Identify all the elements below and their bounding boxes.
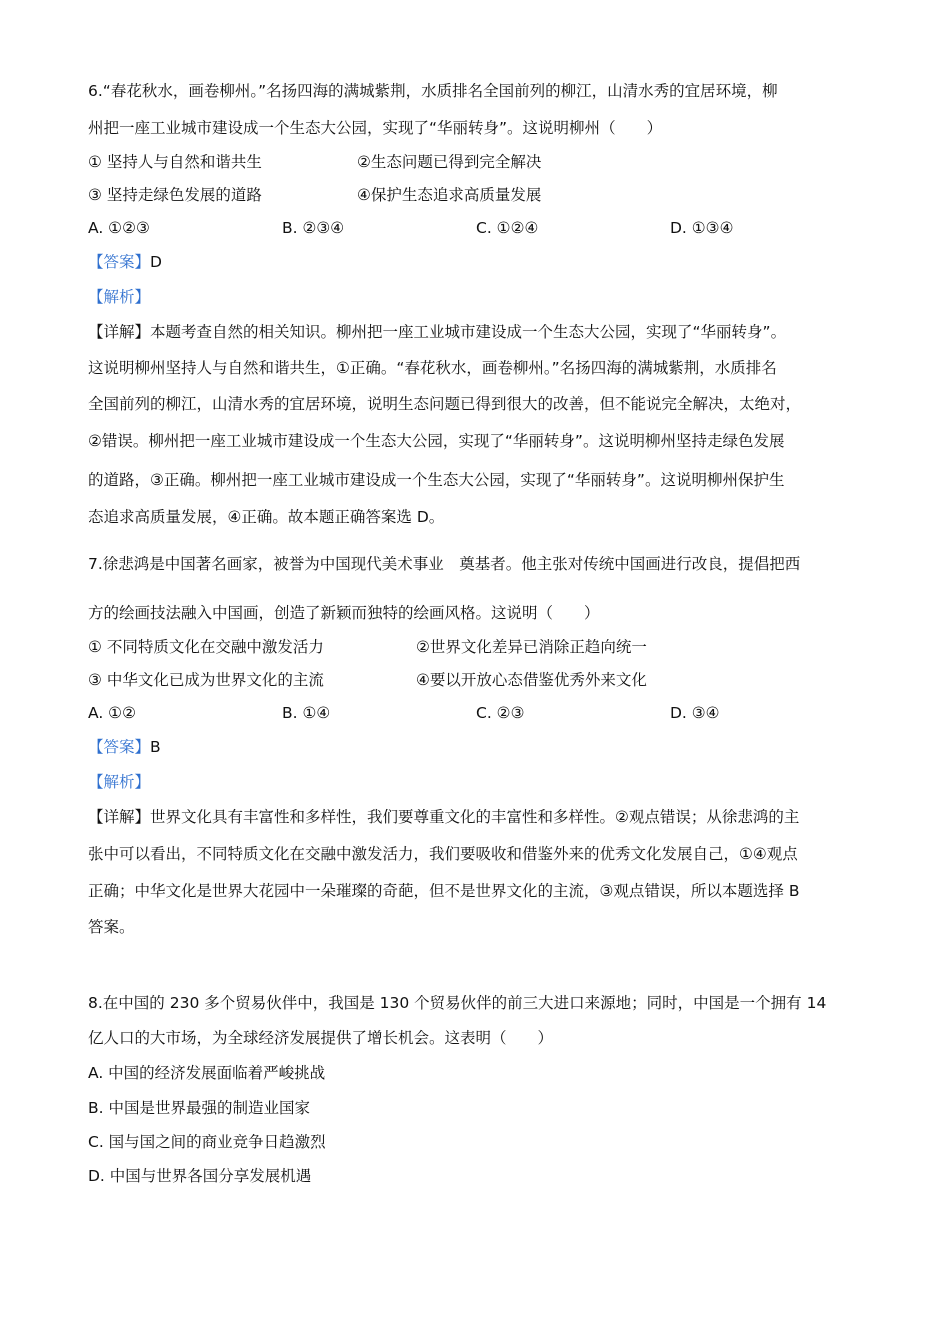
q6-detail-line-1 (88, 322, 786, 342)
q6-analysis-tag: 【解析】 (88, 288, 151, 306)
detail-text: 本题考查自然的相关知识。柳州把一座工业城市建设成一个生态大公园，实现了“华丽转身”。 (150, 323, 787, 341)
q6-option-a: A. ①②③ (88, 219, 150, 237)
answer-value: D (150, 253, 162, 271)
q6-detail-line-3: 全国前列的柳江，山清水秀的宜居环境，说明生态问题已得到很大的改善，但不能说完全解决，太绝对， (88, 395, 802, 413)
q7-option-c: C. ②③ (476, 704, 525, 722)
q8-option-b: B. 中国是世界最强的制造业国家 (88, 1099, 310, 1117)
q8-option-d: D. 中国与世界各国分享发展机遇 (88, 1167, 312, 1185)
q7-detail-line-3: 正确；中华文化是世界大花园中一朵璀璨的奇葩，但不是世界文化的主流，③观点错误，所以本题选择 B (88, 882, 800, 900)
q6-option-c: C. ①②④ (476, 219, 539, 237)
q6-detail-line-6: 态追求高质量发展，④正确。故本题正确答案选 D。 (88, 508, 445, 526)
detail-text: 世界文化具有丰富性和多样性，我们要尊重文化的丰富性和多样性。②观点错误；从徐悲鸿的主 (150, 808, 800, 826)
q7-statement-3: ③ 中华文化已成为世界文化的主流 (88, 671, 324, 689)
q7-statement-2: ②世界文化差异已消除正趋向统一 (416, 638, 647, 656)
q8-option-c: C. 国与国之间的商业竞争日趋激烈 (88, 1133, 326, 1151)
q7-statement-1: ① 不同特质文化在交融中激发活力 (88, 638, 324, 656)
q7-statement-4: ④要以开放心态借鉴优秀外来文化 (416, 671, 647, 689)
q6-detail-line-5: 的道路，③正确。柳州把一座工业城市建设成一个生态大公园，实现了“华丽转身”。这说明柳州保护生 (88, 471, 785, 489)
q7-option-d: D. ③④ (670, 704, 720, 722)
q6-stem-line-1: 6.“春花秋水，画卷柳州。”名扬四海的满城紫荆，水质排名全国前列的柳江，山清水秀的宜居环境，柳 (88, 82, 778, 100)
q7-answer (88, 737, 161, 757)
q8-option-a: A. 中国的经济发展面临着严峻挑战 (88, 1064, 326, 1082)
q6-statement-2: ②生态问题已得到完全解决 (357, 153, 542, 171)
q7-analysis-tag: 【解析】 (88, 773, 151, 791)
q6-stem-line-2: 州把一座工业城市建设成一个生态大公园，实现了“华丽转身”。这说明柳州（ ） (88, 119, 663, 137)
q7-option-a: A. ①② (88, 704, 136, 722)
q7-option-b: B. ①④ (282, 704, 331, 722)
detail-tag: 【详解】 (88, 323, 151, 341)
q6-detail-line-2: 这说明柳州坚持人与自然和谐共生，①正确。“春花秋水，画卷柳州。”名扬四海的满城紫荆，水质排名 (88, 359, 777, 377)
q7-detail-line-4: 答案。 (88, 918, 135, 936)
answer-tag: 【答案】 (88, 253, 151, 271)
answer-tag: 【答案】 (88, 738, 151, 756)
q6-statement-1: ① 坚持人与自然和谐共生 (88, 153, 262, 171)
q7-detail-line-2: 张中可以看出，不同特质文化在交融中激发活力，我们要吸收和借鉴外来的优秀文化发展自己，①④观点 (88, 845, 798, 863)
q7-stem-line-1: 7.徐悲鸿是中国著名画家，被誉为中国现代美术事业 奠基者。他主张对传统中国画进行改良，提倡把西 (88, 555, 801, 573)
q6-statement-4: ④保护生态追求高质量发展 (357, 186, 542, 204)
q8-stem-line-2: 亿人口的大市场，为全球经济发展提供了增长机会。这表明（ ） (88, 1029, 554, 1047)
q7-detail-line-1 (88, 807, 799, 827)
q6-detail-line-4: ②错误。柳州把一座工业城市建设成一个生态大公园，实现了“华丽转身”。这说明柳州坚持走绿色发展 (88, 432, 785, 450)
q7-stem-line-2: 方的绘画技法融入中国画，创造了新颖而独特的绘画风格。这说明（ ） (88, 604, 600, 622)
q6-option-b: B. ②③④ (282, 219, 345, 237)
q8-stem-line-1: 8.在中国的 230 多个贸易伙伴中，我国是 130 个贸易伙伴的前三大进口来源地；同时，中国是一个拥有 14 (88, 994, 827, 1012)
q6-answer (88, 252, 162, 272)
q6-statement-3: ③ 坚持走绿色发展的道路 (88, 186, 262, 204)
detail-tag: 【详解】 (88, 808, 151, 826)
q6-option-d: D. ①③④ (670, 219, 734, 237)
answer-value: B (150, 738, 161, 756)
